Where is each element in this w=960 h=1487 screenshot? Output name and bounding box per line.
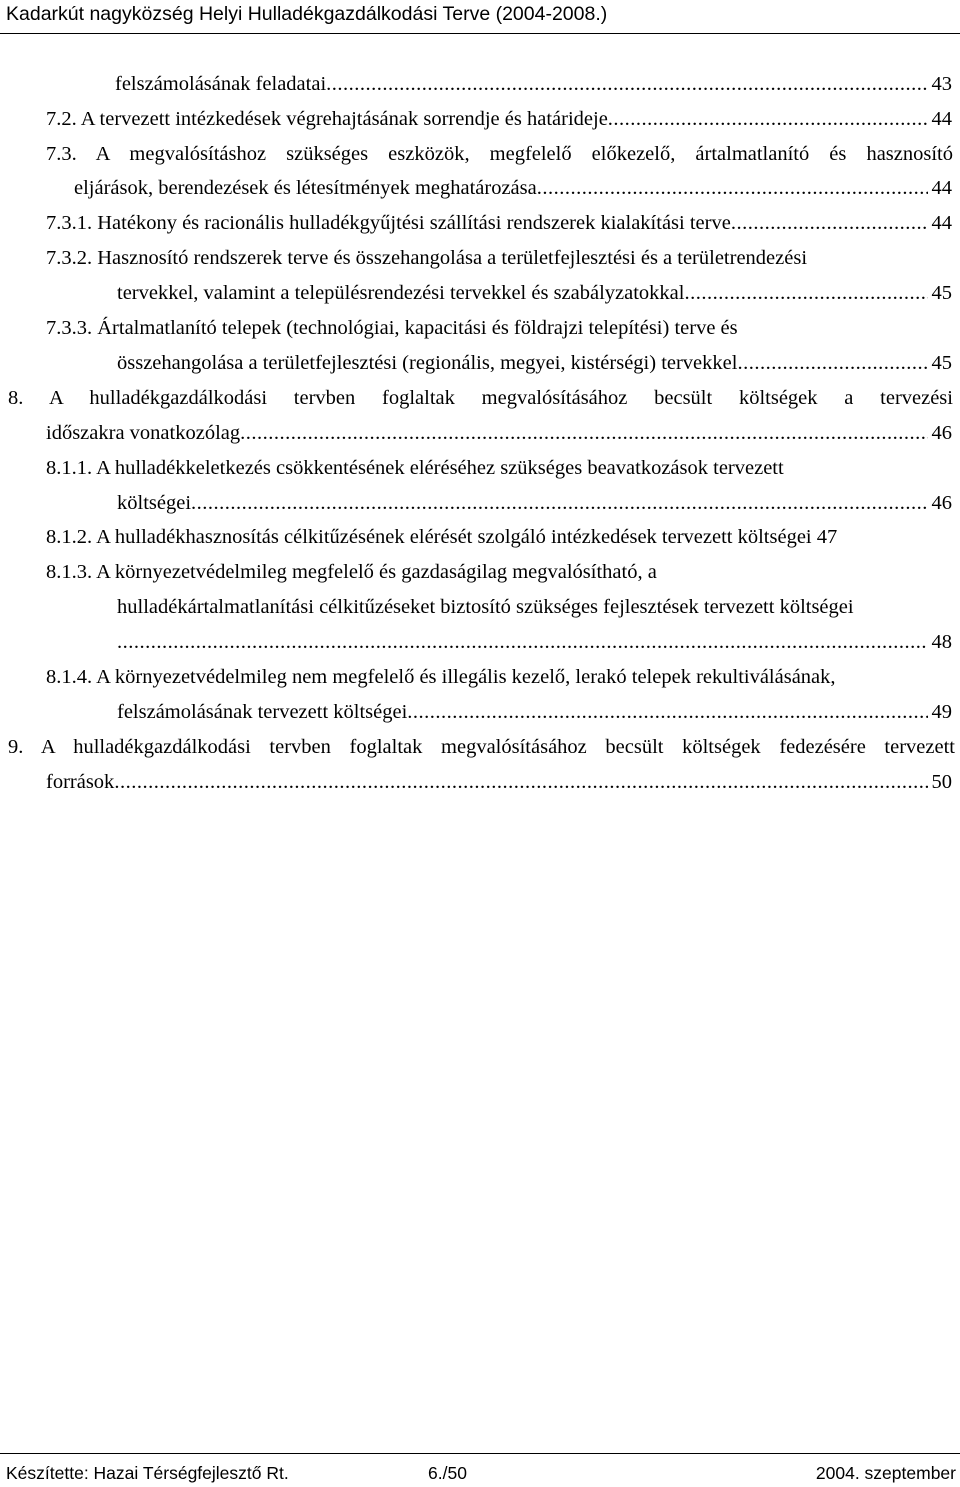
toc-entry-text: hulladékártalmatlanítási célkitűzéseket biztosító szükséges fejlesztések tervezett költségei	[117, 596, 854, 618]
toc-leader-dots	[737, 350, 927, 376]
toc-entry-text: felszámolásának tervezett költségei	[117, 701, 408, 723]
toc-entry[interactable]	[46, 106, 952, 132]
toc-entry[interactable]	[46, 315, 850, 341]
toc-entry-text: 9. A hulladékgazdálkodási tervben foglaltak megvalósításához becsült költségek fedezésére tervezett	[8, 736, 955, 758]
toc-leader-dots	[117, 629, 928, 655]
toc-entry[interactable]	[46, 455, 900, 481]
toc-page-number: 45	[931, 282, 952, 304]
toc-entry-continuation[interactable]	[117, 490, 952, 516]
toc-entry[interactable]	[8, 734, 955, 760]
toc-page-number: 46	[931, 492, 952, 514]
toc-entry-text: költségei	[117, 492, 192, 514]
toc-page-number: 43	[931, 73, 952, 95]
toc-entry-text: 8.1.2. A hulladékhasznosítás célkitűzésének elérését szolgáló intézkedések tervezett költségei 47	[46, 526, 838, 548]
toc-entry-text: 7.3. A megvalósításhoz szükséges eszközök, megfelelő előkezelő, ártalmatlanító és hasznosító	[46, 143, 953, 165]
toc-entry-text: eljárások, berendezések és létesítmények meghatározása	[74, 177, 537, 199]
footer-date: 2004. szeptember	[815, 1463, 956, 1483]
footer-divider	[0, 1453, 960, 1454]
toc-page-number: 48	[931, 631, 952, 653]
toc-entry-continuation[interactable]	[46, 769, 952, 795]
toc-leader-dots	[537, 175, 928, 201]
toc-entry-text: 8.1.3. A környezetvédelmileg megfelelő és gazdaságilag megvalósítható, a	[46, 561, 657, 583]
toc-entry-text: 8.1.4. A környezetvédelmileg nem megfelelő és illegális kezelő, lerakó telepek rekultiválásának,	[46, 666, 836, 688]
toc-entry-text: 7.3.3. Ártalmatlanító telepek (technológiai, kapacitási és földrajzi telepítési) terve és	[46, 317, 738, 339]
toc-entry[interactable]	[46, 141, 953, 167]
toc-entry[interactable]	[46, 524, 952, 550]
toc-entry-continuation[interactable]	[117, 280, 952, 306]
toc-entry-text: 7.2. A tervezett intézkedések végrehajtásának sorrendje és határideje	[46, 108, 608, 130]
toc-page-number: 49	[931, 701, 952, 723]
toc-leader-dots	[684, 280, 927, 306]
toc-entry-text: 7.3.1. Hatékony és racionális hulladékgyűjtési szállítási rendszerek kialakítási terve	[46, 212, 731, 234]
toc-page-number: 44	[931, 108, 952, 130]
toc-entry[interactable]	[46, 559, 760, 585]
toc-leader-dots	[114, 769, 927, 795]
toc-page-number: 46	[931, 422, 952, 444]
toc-entry[interactable]	[8, 385, 953, 411]
toc-entry-continuation[interactable]	[74, 175, 952, 201]
running-header: Kadarkút nagyközség Helyi Hulladékgazdálkodási Terve (2004-2008.)	[6, 3, 608, 25]
toc-entry-text: összehangolása a területfejlesztési (regionális, megyei, kistérségi) tervekkel	[117, 352, 738, 374]
toc-entry-continuation[interactable]	[46, 420, 952, 446]
toc-leader-dots	[608, 106, 928, 132]
header-divider	[0, 33, 960, 34]
toc-page-number: 50	[931, 771, 952, 793]
toc-entry-continuation[interactable]	[117, 629, 952, 655]
toc-entry[interactable]	[115, 71, 952, 97]
toc-entry[interactable]	[46, 245, 920, 271]
toc-entry-text: időszakra vonatkozólag	[46, 422, 241, 444]
footer-page-number: 6./50	[428, 1463, 467, 1483]
toc-entry-text: források	[46, 771, 115, 793]
toc-leader-dots	[407, 699, 927, 725]
toc-entry-text: 8.1.1. A hulladékkeletkezés csökkentésének eléréséhez szükséges beavatkozások tervezett	[46, 457, 784, 479]
toc-entry[interactable]	[46, 664, 952, 690]
toc-entry[interactable]	[46, 210, 952, 236]
toc-entry-text: 8. A hulladékgazdálkodási tervben foglaltak megvalósításához becsült költségek a tervezési	[8, 387, 953, 409]
toc-entry-continuation[interactable]	[117, 699, 952, 725]
toc-entry-continuation[interactable]	[117, 350, 952, 376]
toc-leader-dots	[240, 420, 927, 446]
footer-author: Készítette: Hazai Térségfejlesztő Rt.	[6, 1463, 289, 1483]
toc-leader-dots	[731, 210, 928, 236]
toc-entry-text: felszámolásának feladatai	[115, 73, 327, 95]
toc-page-number: 44	[931, 177, 952, 199]
toc-entry-text: 7.3.2. Hasznosító rendszerek terve és összehangolása a területfejlesztési és a területrendezési	[46, 247, 808, 269]
toc-page-number: 44	[931, 212, 952, 234]
toc-page-number: 45	[931, 352, 952, 374]
toc-leader-dots	[326, 71, 927, 97]
toc-leader-dots	[191, 490, 927, 516]
toc-entry-continuation[interactable]	[117, 594, 952, 620]
toc-entry-text: tervekkel, valamint a településrendezési tervekkel és szabályzatokkal	[117, 282, 685, 304]
